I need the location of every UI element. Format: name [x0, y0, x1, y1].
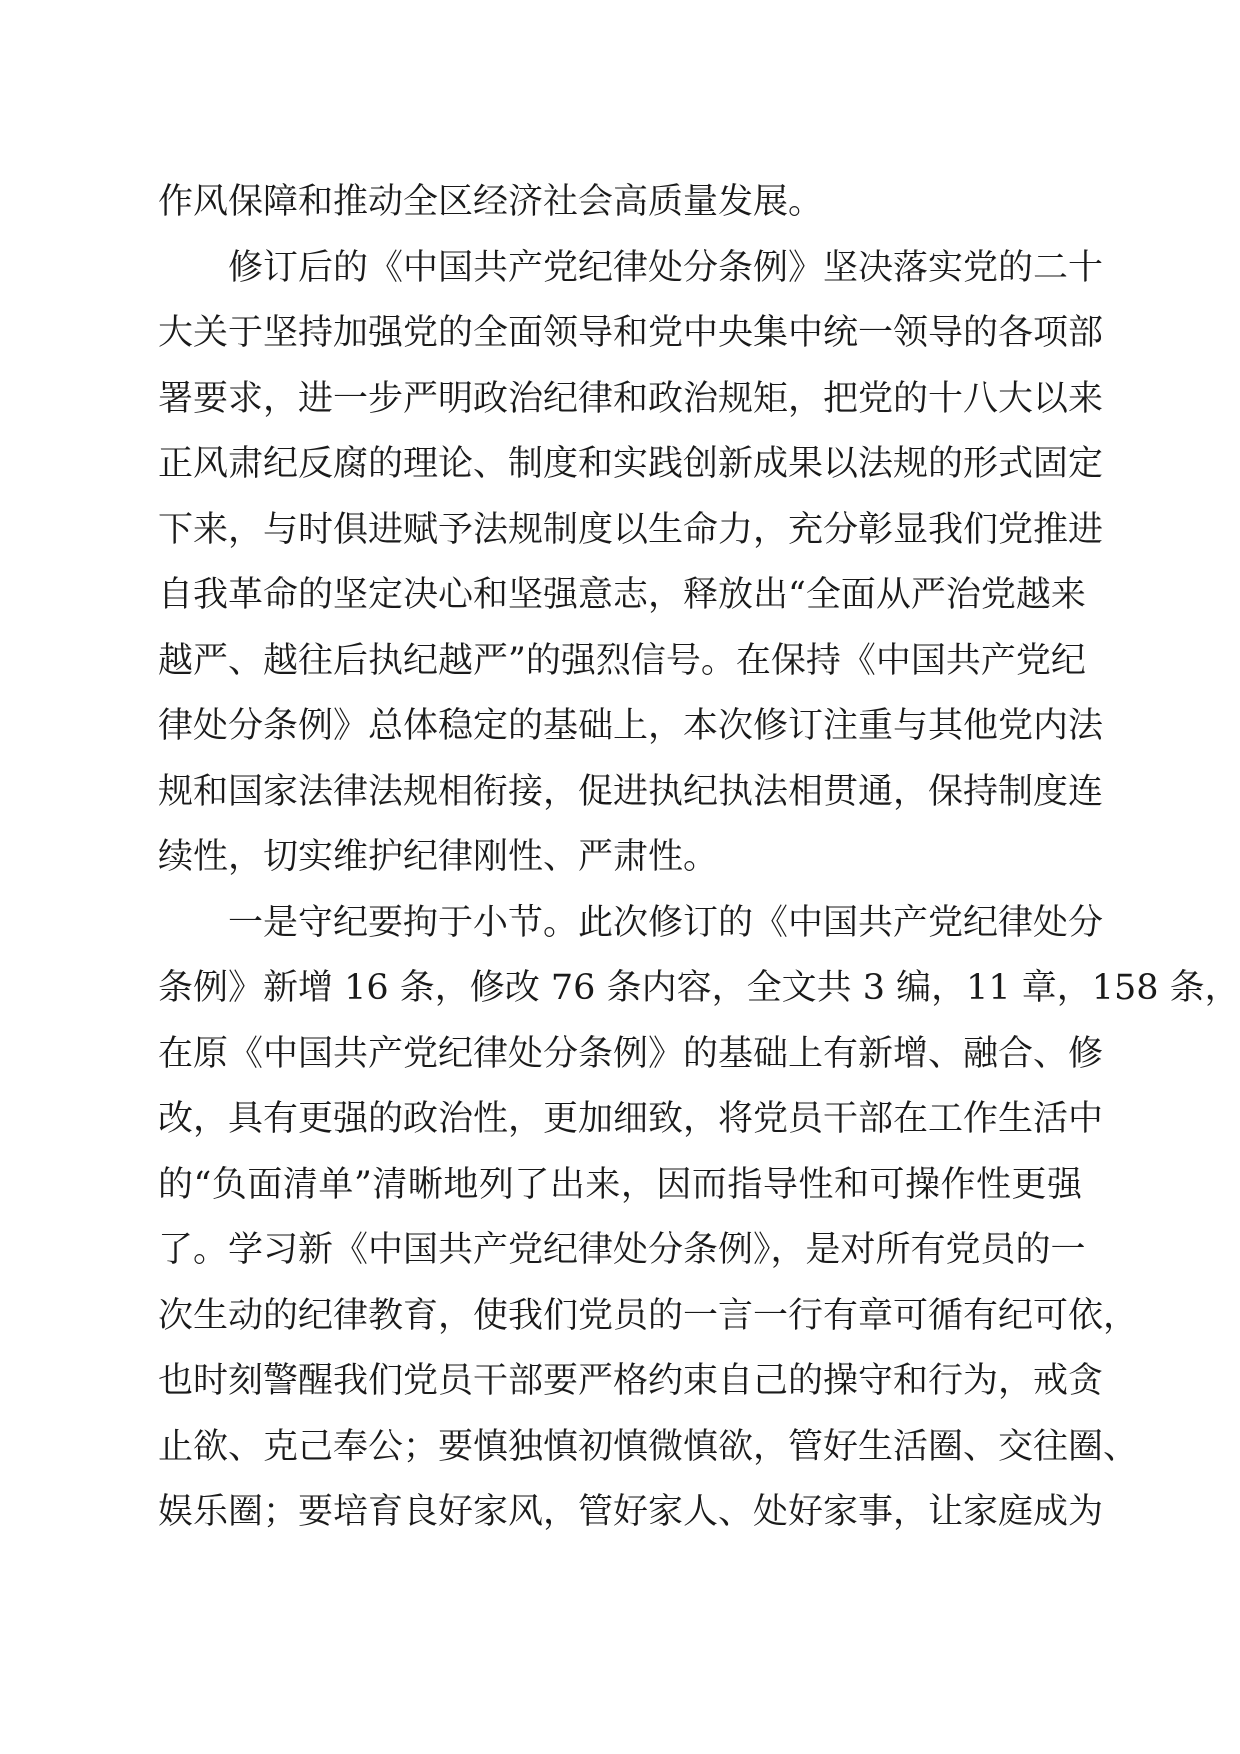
- text-line: 续性，切实维护纪律刚性、严肃性。: [158, 837, 719, 877]
- text-line: 止欲、克己奉公；要慎独慎初慎微慎欲，管好生活圈、交往圈、: [158, 1426, 1139, 1467]
- text-line: 自我革命的坚定决心和坚强意志，释放出“全面从严治党越来: [158, 575, 1086, 615]
- text-line: 娱乐圈；要培育良好家风，管好家人、处好家事，让家庭成为: [158, 1492, 1104, 1532]
- text-line: 了。学习新《中国共产党纪律处分条例》，是对所有党员的一: [158, 1230, 1086, 1270]
- body-text: [158, 170, 1240, 1546]
- paragraph-start-line: 一是守纪要拘于小节。此次修订的《中国共产党纪律处分: [228, 902, 1104, 943]
- text-line: 规和国家法律法规相衔接，促进执纪执法相贯通，保持制度连: [158, 771, 1104, 812]
- text-line: 也时刻警醒我们党员干部要严格约束自己的操守和行为，戒贪: [158, 1361, 1104, 1401]
- text-line: 越严、越往后执纪越严”的强烈信号。在保持《中国共产党纪: [158, 640, 1086, 681]
- text-line: 的“负面清单”清晰地列了出来，因而指导性和可操作性更强: [158, 1164, 1082, 1205]
- text-line: 次生动的纪律教育，使我们党员的一言一行有章可循有纪可依，: [158, 1295, 1139, 1336]
- text-line: 正风肃纪反腐的理论、制度和实践创新成果以法规的形式固定: [158, 444, 1104, 484]
- text-line: 作风保障和推动全区经济社会高质量发展。: [158, 182, 824, 222]
- text-line: 署要求，进一步严明政治纪律和政治规矩，把党的十八大以来: [158, 378, 1104, 419]
- text-line: 改，具有更强的政治性，更加细致，将党员干部在工作生活中: [158, 1099, 1104, 1139]
- text-line: 律处分条例》总体稳定的基础上，本次修订注重与其他党内法: [158, 706, 1104, 746]
- text-line: 大关于坚持加强党的全面领导和党中央集中统一领导的各项部: [158, 313, 1104, 353]
- text-line: 下来，与时俱进赋予法规制度以生命力，充分彰显我们党推进: [158, 509, 1104, 550]
- text-line: 在原《中国共产党纪律处分条例》的基础上有新增、融合、修: [158, 1033, 1104, 1074]
- text-line: 条例》新增 16 条，修改 76 条内容，全文共 3 编，11 章，158 条，: [158, 968, 1240, 1008]
- paragraph-start-line: 修订后的《中国共产党纪律处分条例》坚决落实党的二十: [228, 247, 1104, 288]
